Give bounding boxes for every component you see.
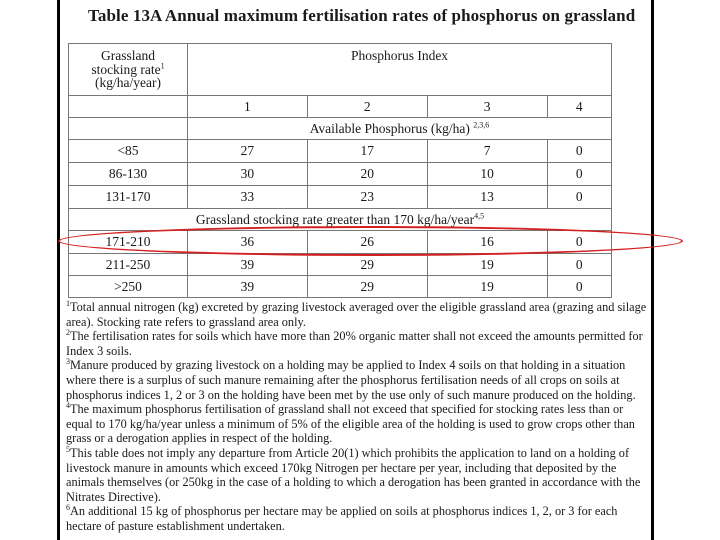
rate-cell: >250 bbox=[69, 276, 188, 298]
stocking-header-line2-text: stocking rate bbox=[91, 61, 161, 77]
value-cell: 0 bbox=[547, 254, 611, 276]
value-cell: 20 bbox=[307, 163, 427, 186]
footnote-mark: 6 bbox=[66, 503, 70, 513]
table-row bbox=[69, 186, 612, 209]
value-cell: 19 bbox=[427, 276, 547, 298]
footnote-mark: 3 bbox=[66, 357, 70, 367]
value-cell: 23 bbox=[307, 186, 427, 209]
value-cell: 0 bbox=[547, 163, 611, 186]
section-label-cell bbox=[69, 209, 612, 231]
value-cell: 7 bbox=[427, 140, 547, 163]
rate-cell: 171-210 bbox=[69, 231, 188, 254]
table-row bbox=[69, 254, 612, 276]
footnote-mark: 1 bbox=[66, 298, 70, 308]
section-label: Grassland stocking rate greater than 170 kg/ha/year bbox=[195, 211, 475, 227]
available-empty-cell bbox=[69, 118, 188, 140]
footnote-mark: 4 bbox=[66, 401, 70, 411]
value-cell: 0 bbox=[547, 186, 611, 209]
footnote-text: Manure produced by grazing livestock on a holding may be applied to Index 4 soils on that holding in a situation where there is a surplus of such manure remaining after the phosphorus fertilisation needs of all crops on soils at phosphorus indices 1, 2 or 3 on the holding have been met by the use only of such manure produced on the holding. bbox=[66, 358, 636, 402]
stocking-rate-header bbox=[69, 44, 188, 96]
page-border-left bbox=[57, 0, 60, 540]
value-cell: 19 bbox=[427, 254, 547, 276]
index-empty-cell bbox=[69, 96, 188, 118]
value-cell: 30 bbox=[188, 163, 308, 186]
value-cell: 26 bbox=[307, 231, 427, 254]
stocking-header-line2 bbox=[69, 63, 187, 77]
footnote-text: The fertilisation rates for soils which have more than 20% organic matter shall not exceed the amounts permitted for Index 3 soils. bbox=[66, 329, 643, 358]
value-cell: 29 bbox=[307, 254, 427, 276]
table-header-row bbox=[69, 44, 612, 96]
phosphorus-index-header bbox=[188, 44, 612, 96]
footnotes bbox=[66, 300, 648, 534]
footnote bbox=[66, 446, 648, 504]
value-cell: 33 bbox=[188, 186, 308, 209]
value-cell: 0 bbox=[547, 231, 611, 254]
rate-cell: 86-130 bbox=[69, 163, 188, 186]
table-row-highlighted bbox=[69, 231, 612, 254]
table-row bbox=[69, 276, 612, 298]
stocking-header-line1: Grassland bbox=[101, 48, 155, 64]
available-phosphorus-sup: 2,3,6 bbox=[473, 120, 490, 129]
footnote bbox=[66, 402, 648, 446]
rate-cell: 131-170 bbox=[69, 186, 188, 209]
stocking-header-sup: 1 bbox=[160, 61, 165, 71]
page-title: Table 13A Annual maximum fertilisation rates of phosphorus on grassland bbox=[88, 6, 636, 25]
value-cell: 16 bbox=[427, 231, 547, 254]
footnote-text: Total annual nitrogen (kg) excreted by grazing livestock averaged over the eligible grassland area (grazing and silage area). Stocking rate refers to grassland area only. bbox=[66, 300, 647, 329]
value-cell: 36 bbox=[188, 231, 308, 254]
rate-cell: <85 bbox=[69, 140, 188, 163]
phosphorus-index-label: Phosphorus Index bbox=[350, 48, 449, 63]
footnote-text: The maximum phosphorus fertilisation of grassland shall not exceed that specified for stocking rates less than or equal to 170 kg/ha/year unless a minimum of 5% of the eligible area of the holding is used to grow crops other than grass or a derogation applies in respect of the holding. bbox=[66, 402, 635, 446]
value-cell: 13 bbox=[427, 186, 547, 209]
section-sup: 4,5 bbox=[474, 211, 485, 220]
index-value-3: 3 bbox=[427, 96, 547, 118]
value-cell: 0 bbox=[547, 276, 611, 298]
table-row bbox=[69, 163, 612, 186]
page-border-right bbox=[651, 0, 654, 540]
index-values-row bbox=[69, 96, 612, 118]
footnote-text: An additional 15 kg of phosphorus per hectare may be applied on soils at phosphorus indices 1, 2, or 3 for each hectare of pasture establishment undertaken. bbox=[66, 504, 618, 533]
value-cell: 17 bbox=[307, 140, 427, 163]
table-row bbox=[69, 140, 612, 163]
footnote-mark: 5 bbox=[66, 444, 70, 454]
footnote-text: This table does not imply any departure from Article 20(1) which prohibits the application to land on a holding of livestock manure in amounts which exceed 170kg Nitrogen per hectare per year, including that deposited by the animals themselves (or 250kg in the case of a holding to which a derogation has been granted in accordance with the Nitrates Directive). bbox=[66, 445, 641, 504]
value-cell: 27 bbox=[188, 140, 308, 163]
index-value-4: 4 bbox=[547, 96, 611, 118]
available-phosphorus-label: Available Phosphorus (kg/ha) bbox=[309, 120, 470, 136]
footnote bbox=[66, 300, 648, 329]
value-cell: 29 bbox=[307, 276, 427, 298]
rate-cell: 211-250 bbox=[69, 254, 188, 276]
footnote bbox=[66, 358, 648, 402]
available-phosphorus-row bbox=[69, 118, 612, 140]
value-cell: 39 bbox=[188, 276, 308, 298]
available-phosphorus-label-cell bbox=[188, 118, 612, 140]
stocking-header-line3: (kg/ha/year) bbox=[95, 75, 161, 91]
section-header-row bbox=[69, 209, 612, 231]
value-cell: 0 bbox=[547, 140, 611, 163]
footnote-mark: 2 bbox=[66, 328, 70, 338]
phosphorus-table bbox=[68, 43, 612, 298]
footnote bbox=[66, 329, 648, 358]
value-cell: 39 bbox=[188, 254, 308, 276]
footnote bbox=[66, 504, 648, 533]
value-cell: 10 bbox=[427, 163, 547, 186]
index-value-1: 1 bbox=[188, 96, 308, 118]
index-value-2: 2 bbox=[307, 96, 427, 118]
